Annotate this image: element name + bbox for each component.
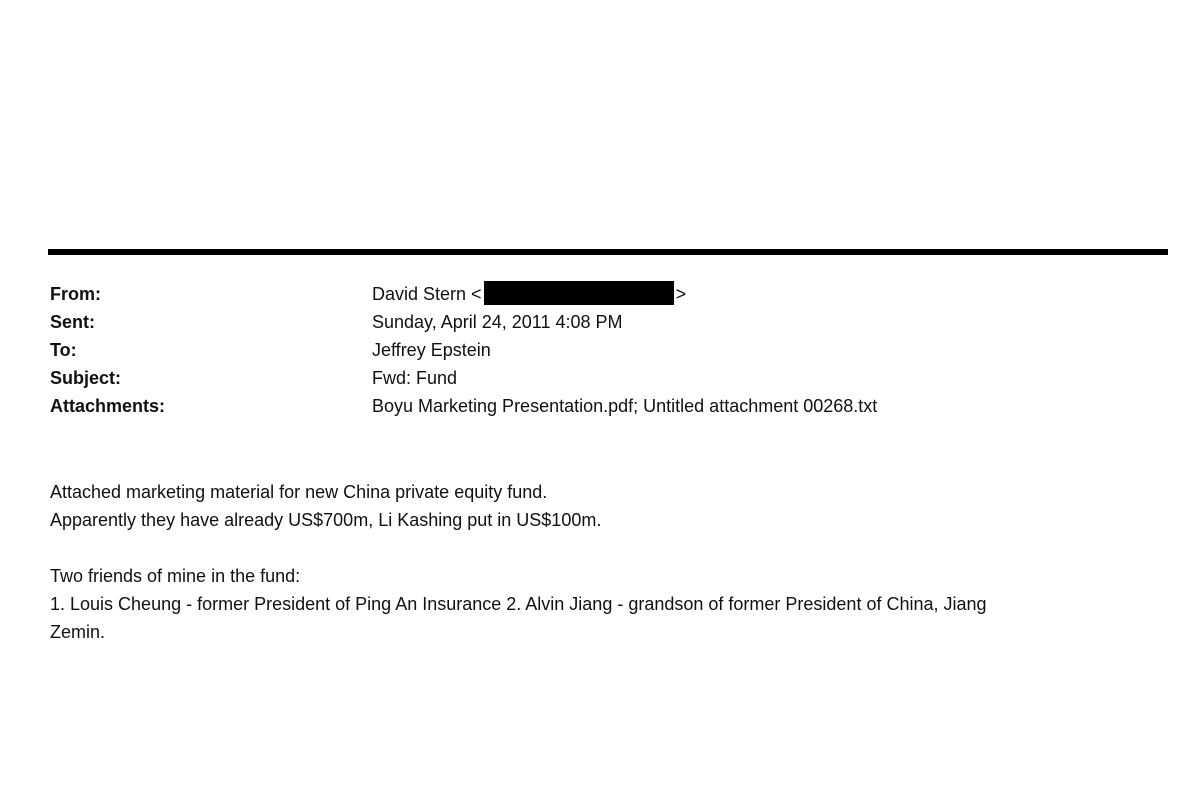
redacted-email-block <box>484 281 674 305</box>
subject-label: Subject: <box>50 368 122 388</box>
sent-label: Sent: <box>50 312 95 332</box>
header-divider-rule <box>48 249 1168 255</box>
attachments-label: Attachments: <box>50 396 166 416</box>
body-line: Apparently they have already US$700m, Li Kashing put in US$100m. <box>50 510 602 530</box>
to-row <box>50 336 1160 364</box>
from-close-bracket: > <box>675 284 687 304</box>
body-line: Zemin. <box>50 622 106 642</box>
from-row <box>50 280 1160 308</box>
body-line: Attached marketing material for new China private equity fund. <box>50 482 548 502</box>
body-paragraph-1 <box>50 478 1150 534</box>
attachments-value: Boyu Marketing Presentation.pdf; Untitled attachment 00268.txt <box>372 396 878 416</box>
to-value: Jeffrey Epstein <box>372 340 491 360</box>
sent-row <box>50 308 1160 336</box>
to-label: To: <box>50 340 77 360</box>
from-label: From: <box>50 284 101 304</box>
sent-value: Sunday, April 24, 2011 4:08 PM <box>372 312 623 332</box>
attachments-row <box>50 392 1160 420</box>
subject-row <box>50 364 1160 392</box>
from-value <box>372 280 686 308</box>
from-name: David Stern < <box>372 284 482 304</box>
email-header <box>50 280 1160 420</box>
body-paragraph-2 <box>50 562 1150 646</box>
email-body <box>50 478 1150 646</box>
body-line: 1. Louis Cheung - former President of Ping An Insurance 2. Alvin Jiang - grandson of former President of China, Jiang <box>50 594 987 614</box>
body-line: Two friends of mine in the fund: <box>50 566 301 586</box>
subject-value: Fwd: Fund <box>372 368 458 388</box>
